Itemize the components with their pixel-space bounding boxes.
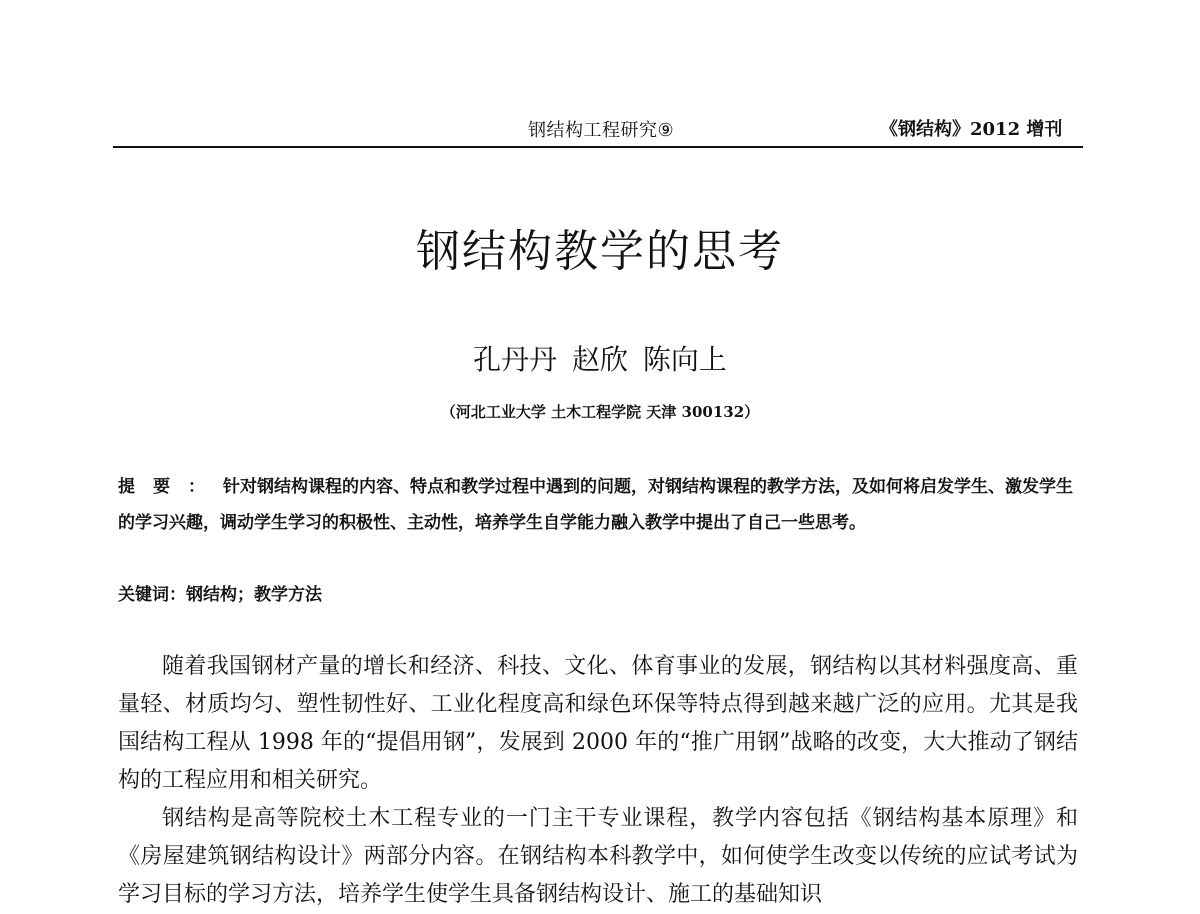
body-text [118,648,1078,914]
body-paragraph-2: 钢结构是高等院校土木工程专业的一门主干专业课程，教学内容包括《钢结构基本原理》和《房屋建筑钢结构设计》两部分内容。在钢结构本科教学中，如何使学生改变以传统的应试考试为学习目标的学习方法，培养学生使学生具备钢结构设计、施工的基础知识 [118,806,1078,907]
keywords-text: 钢结构；教学方法 [186,585,322,605]
keywords [118,580,1078,610]
header-rule [113,146,1083,148]
abstract-text: 针对钢结构课程的内容、特点和教学过程中遇到的问题，对钢结构课程的教学方法，及如何将启发学生、激发学生的学习兴趣，调动学生学习的积极性、主动性，培养学生自学能力融入教学中提出了自己一些思考。 [118,477,1073,533]
paper-title: 钢结构教学的思考 [416,226,784,277]
body-paragraph-1: 随着我国钢材产量的增长和经济、科技、文化、体育事业的发展，钢结构以其材料强度高、重量轻、材质均匀、塑性韧性好、工业化程度高和绿色环保等特点得到越来越广泛的应用。尤其是我国结构工程从 1998 年的“提倡用钢”，发展到 2000 年的“推广用钢”战略的改变，大大推动了钢结构的工程应用和相关研究。 [118,654,1078,793]
keywords-label: 关键词： [118,585,186,605]
paper-authors: 孔丹丹 赵欣 陈向上 [473,343,727,376]
abstract [118,469,1078,541]
abstract-label: 提要： [118,477,223,497]
paper-affiliation: （河北工业大学 土木工程学院 天津 300132） [440,403,760,421]
running-header-journal: 《钢结构》2012 增刊 [880,119,1063,140]
running-header-series: 钢结构工程研究⑨ [528,120,675,141]
